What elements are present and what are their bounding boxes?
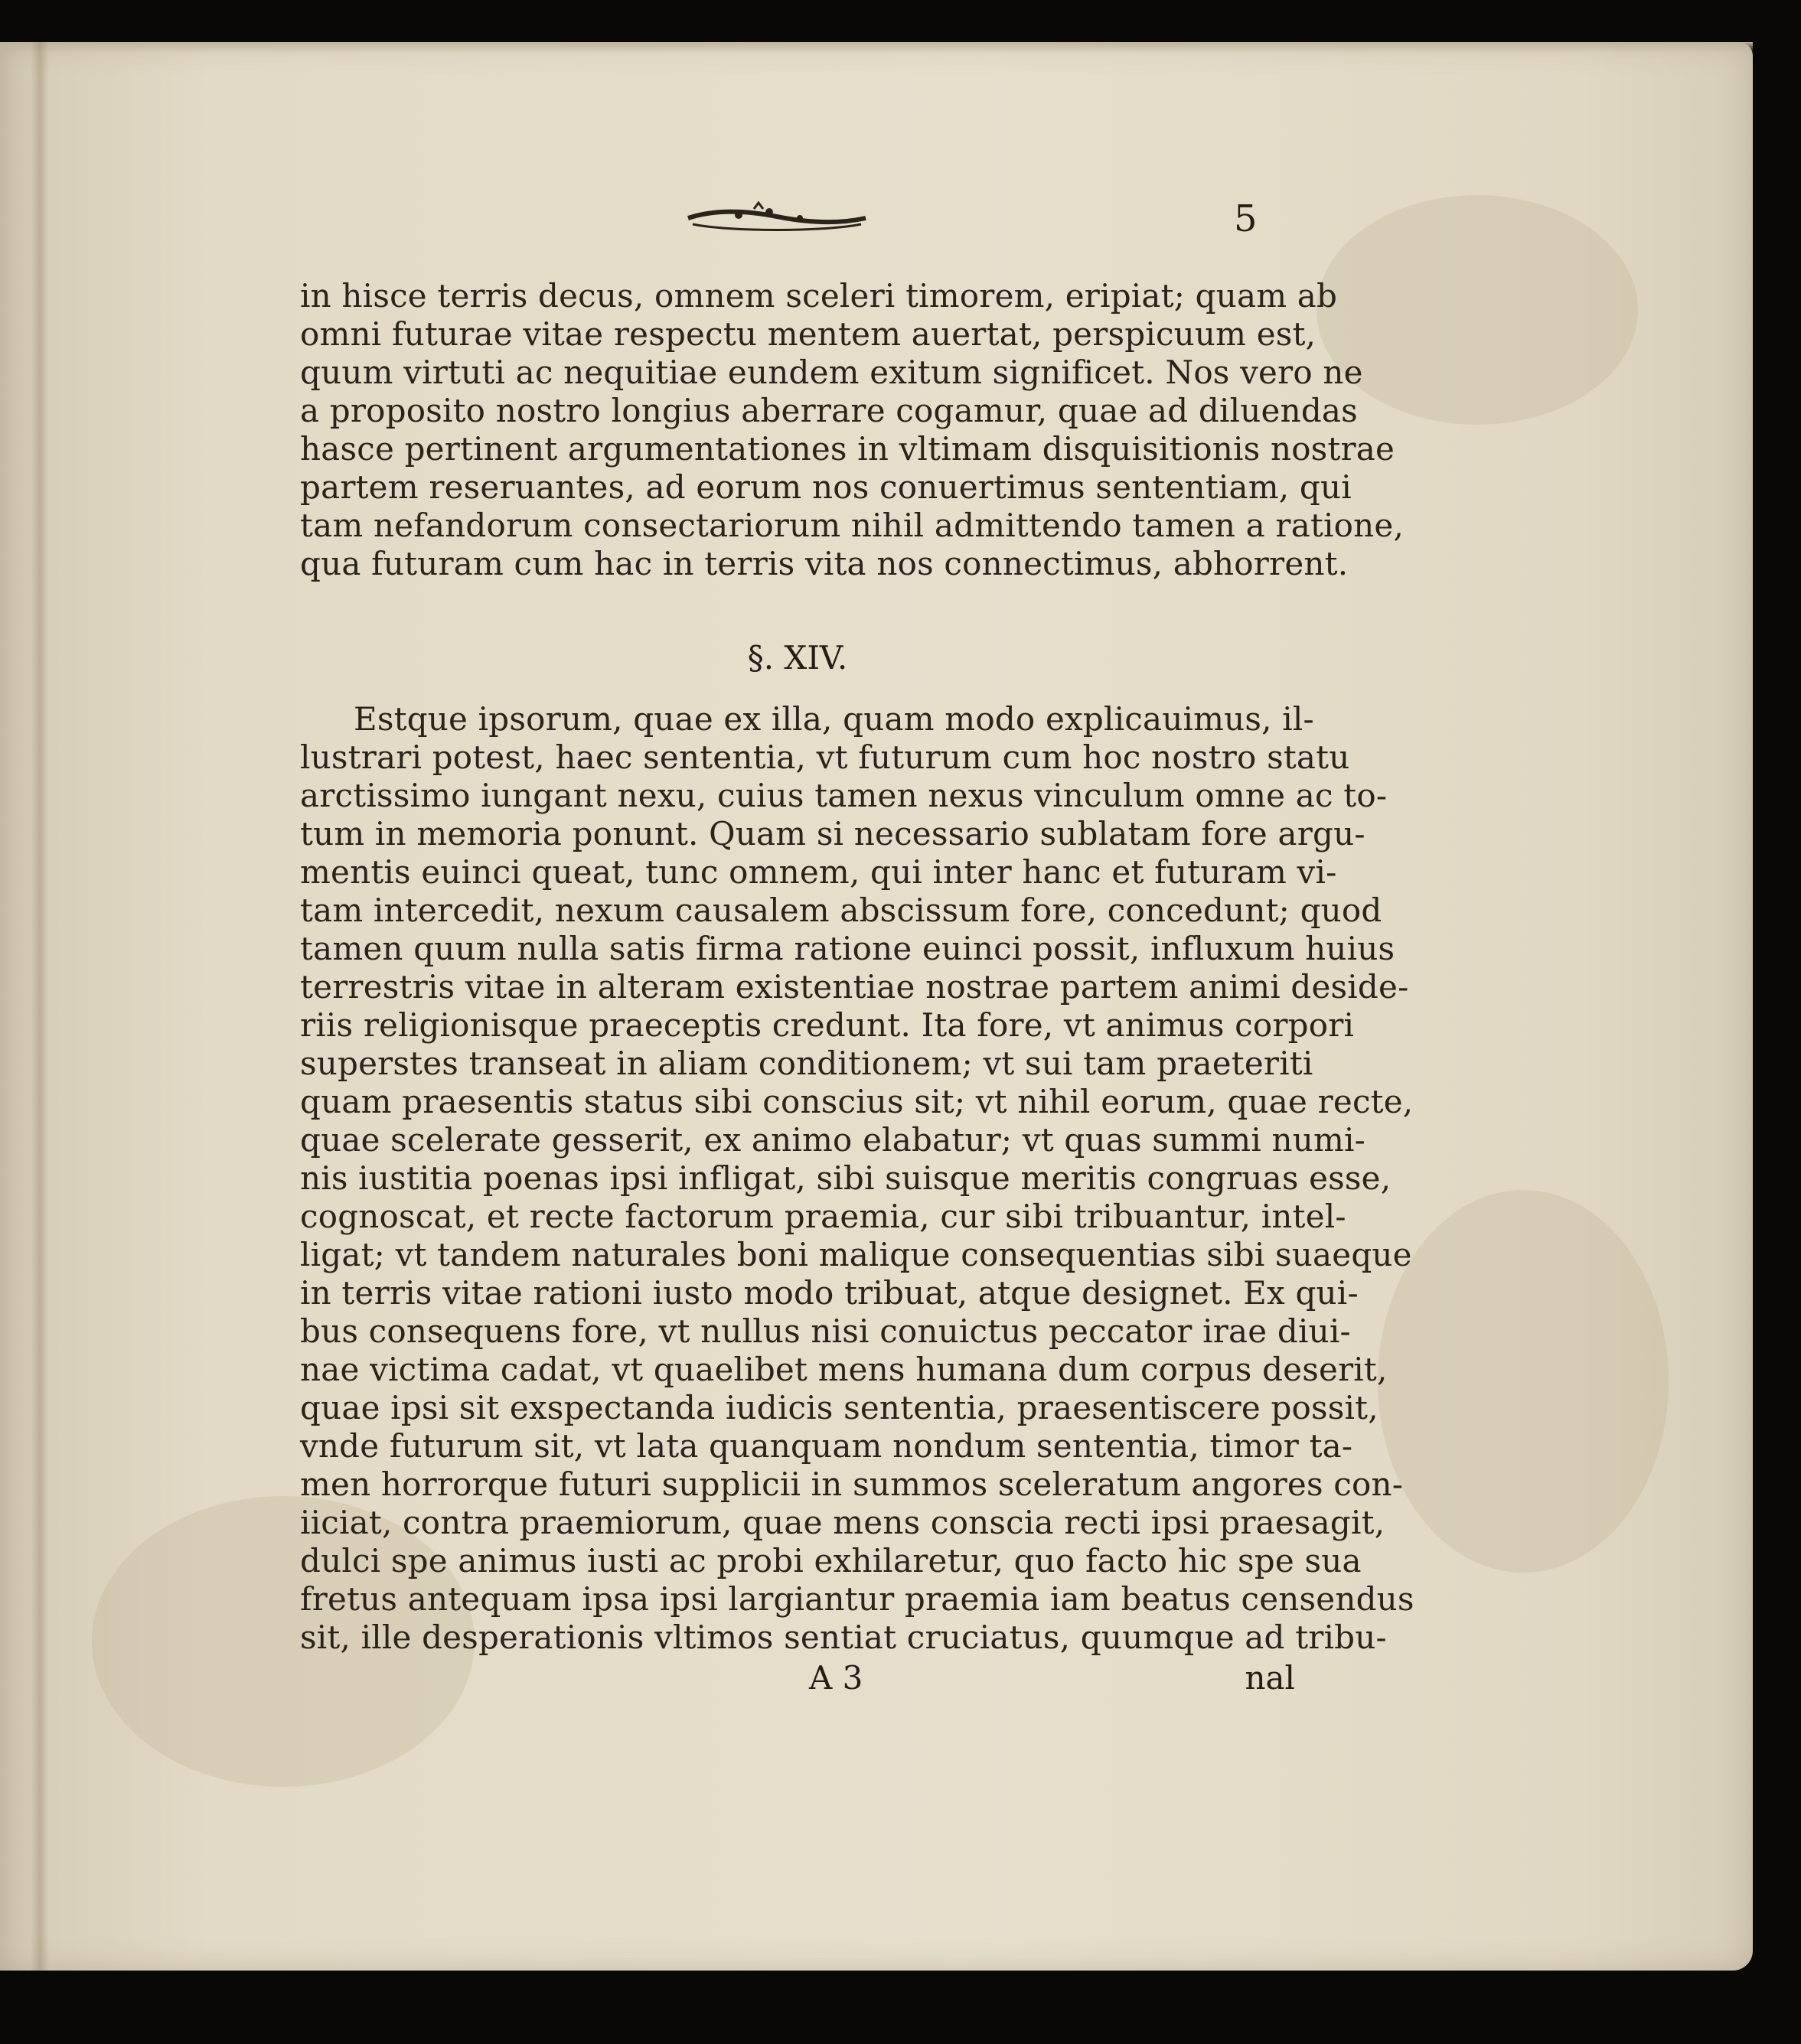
- text-line: cognoscat, et recte factorum praemia, cur sibi tribuantur, intel-: [300, 1198, 1346, 1235]
- text-line: in hisce terris decus, omnem sceleri timorem, eripiat; quam ab: [300, 277, 1338, 315]
- text-line: quam praesentis status sibi conscius sit; vt nihil eorum, quae recte,: [300, 1083, 1414, 1120]
- text-line: lustrari potest, haec sententia, vt futurum cum hoc nostro statu: [300, 738, 1350, 776]
- footer-row: [300, 1659, 1295, 1705]
- paragraph-section-xiv: [300, 700, 1414, 1657]
- section-heading: §. XIV.: [747, 639, 848, 676]
- text-line: in terris vitae rationi iusto modo tribuat, atque designet. Ex qui-: [300, 1274, 1359, 1312]
- text-line: quae ipsi sit exspectanda iudicis sententia, praesentiscere possit,: [300, 1389, 1378, 1426]
- text-line: men horrorque futuri supplicii in summos sceleratum angores con-: [300, 1465, 1404, 1503]
- text-line: tum in memoria ponunt. Quam si necessario sublatam fore argu-: [300, 815, 1365, 852]
- text-line: superstes transeat in aliam conditionem; vt sui tam praeteriti: [300, 1045, 1313, 1082]
- text-line: mentis euinci queat, tunc omnem, qui inter hanc et futuram vi-: [300, 853, 1337, 891]
- text-line: quum virtuti ac nequitiae eundem exitum significet. Nos vero ne: [300, 354, 1363, 391]
- text-line: nae victima cadat, vt quaelibet mens humana dum corpus deserit,: [300, 1351, 1388, 1388]
- text-line: nis iustitia poenas ipsi infligat, sibi suisque meritis congruas esse,: [300, 1159, 1392, 1197]
- text-line: riis religionisque praeceptis credunt. Ita fore, vt animus corpori: [300, 1006, 1355, 1044]
- text-line: bus consequens fore, vt nullus nisi conuictus peccator irae diui-: [300, 1312, 1351, 1350]
- text-line: quae scelerate gesserit, ex animo elabatur; vt quas summi numi-: [300, 1121, 1366, 1159]
- text-line: sit, ille desperationis vltimos sentiat cruciatus, quumque ad tribu-: [300, 1619, 1387, 1656]
- text-line: hasce pertinent argumentationes in vltimam disquisitionis nostrae: [300, 430, 1395, 468]
- text-line: Estque ipsorum, quae ex illa, quam modo explicauimus, il-: [354, 700, 1314, 738]
- text-line: tam intercedit, nexum causalem abscissum fore, concedunt; quod: [300, 892, 1382, 929]
- page-number: 5: [1234, 197, 1258, 240]
- headpiece-ornament-icon: [685, 201, 869, 236]
- paper-stain: [1378, 1190, 1669, 1573]
- text-line: tam nefandorum consectariorum nihil admittendo tamen a ratione,: [300, 507, 1404, 544]
- text-line: ligat; vt tandem naturales boni malique consequentias sibi suaeque: [300, 1236, 1412, 1273]
- signature-mark: A 3: [809, 1659, 863, 1697]
- text-line: tamen quum nulla satis firma ratione euinci possit, influxum huius: [300, 930, 1395, 967]
- text-line: dulci spe animus iusti ac probi exhilaretur, quo facto hic spe sua: [300, 1542, 1362, 1579]
- text-line: vnde futurum sit, vt lata quanquam nondum sententia, timor ta-: [300, 1427, 1353, 1465]
- text-line: qua futuram cum hac in terris vita nos connectimus, abhorrent.: [300, 545, 1349, 582]
- text-line: iiciat, contra praemiorum, quae mens conscia recti ipsi praesagit,: [300, 1504, 1385, 1541]
- text-line: terrestris vitae in alteram existentiae nostrae partem animi deside-: [300, 968, 1409, 1006]
- text-line: arctissimo iungant nexu, cuius tamen nexus vinculum omne ac to-: [300, 777, 1388, 814]
- paper-top-edge: [0, 42, 1753, 53]
- text-line: omni futurae vitae respectu mentem auertat, perspicuum est,: [300, 315, 1316, 353]
- paragraph-continued: [300, 277, 1404, 583]
- binding-gutter: [31, 42, 49, 1971]
- paper-stain: [1316, 195, 1638, 425]
- text-line: fretus antequam ipsa ipsi largiantur praemia iam beatus censendus: [300, 1580, 1414, 1618]
- text-line: partem reseruantes, ad eorum nos conuertimus sententiam, qui: [300, 468, 1352, 506]
- text-line: a proposito nostro longius aberrare cogamur, quae ad diluendas: [300, 392, 1358, 429]
- catchword: nal: [1245, 1659, 1295, 1697]
